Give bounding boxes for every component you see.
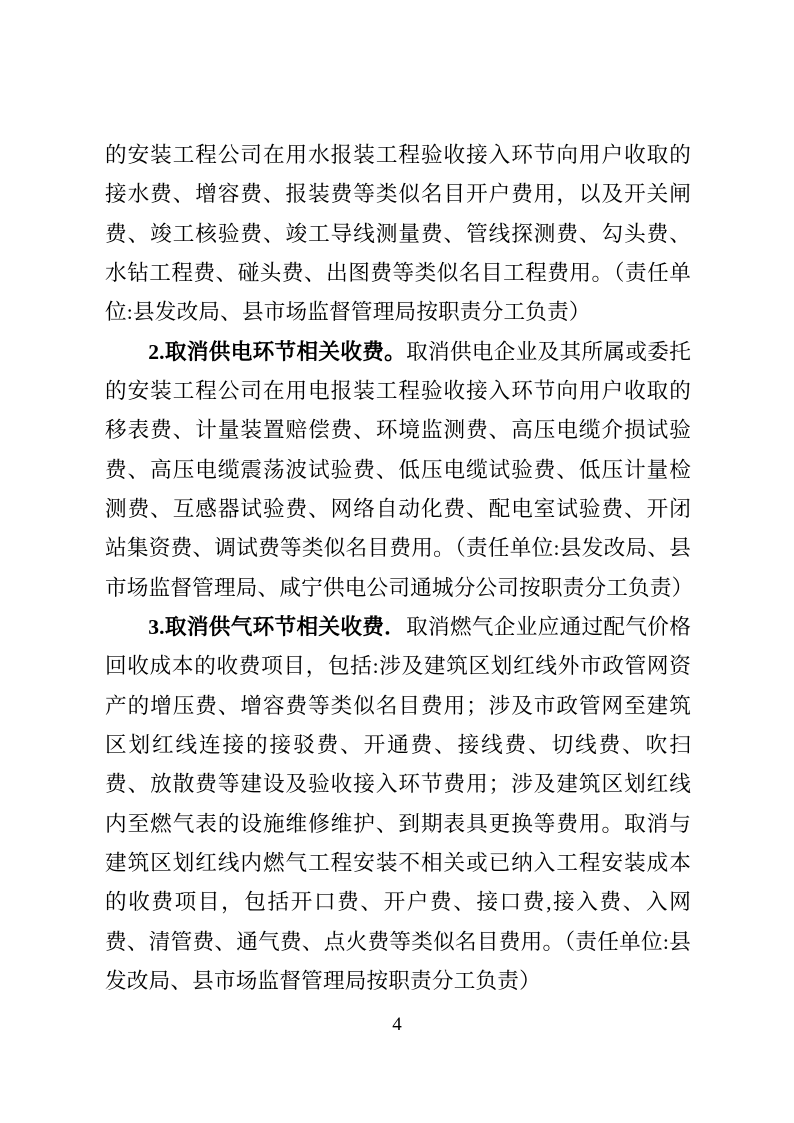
document-body [105,136,694,1001]
page-footer [0,1014,794,1036]
paragraph-text: 取消燃气企业应通过配气价格回收成本的收费项目，包括:涉及建筑区划红线外市政管网资产的增压费、增容费等类似名目费用；涉及市政管网至建筑区划红线连接的接驳费、开通费、接线费、切线费、吹扫费、放散费等建设及验收接入环节费用；涉及建筑区划红线内至燃气表的设施维修维护、到期表具更换等费用。取消与建筑区划红线内燃气工程安装不相关或已纳入工程安装成本的收费项目，包括开口费、开户费、接口费,接入费、入网费、清管费、通气费、点火费等类似名目费用。（责任单位:县发改局、县市场监督管理局按职责分工负责） [105,614,691,993]
paragraph-water-fees-continuation [105,136,691,333]
paragraph-gas-fees [105,608,691,1001]
paragraph-lead: 3.取消供气环节相关收费． [148,614,407,639]
paragraph-text: 取消供电企业及其所属或委托的安装工程公司在用电报装工程验收接入环节向用户收取的移表费、计量装置赔偿费、环境监测费、高压电缆介损试验费、高压电缆震荡波试验费、低压电缆试验费、低压计量检测费、互感器试验费、网络自动化费、配电室试验费、开闭站集资费、调试费等类似名目费用。（责任单位:县发改局、县市场监督管理局、咸宁供电公司通城分公司按职责分工负责） [105,339,694,600]
paragraph-electricity-fees [105,333,694,608]
paragraph-text: 的安装工程公司在用水报装工程验收接入环节向用户收取的接水费、增容费、报装费等类似名目开户费用，以及开关闸费、竣工核验费、竣工导线测量费、管线探测费、勾头费、水钻工程费、碰头费、出图费等类似名目工程费用。（责任单位:县发改局、县市场监督管理局按职责分工负责） [105,143,691,325]
page-number: 4 [392,1014,402,1035]
paragraph-lead: 2.取消供电环节相关收费。 [148,339,407,364]
